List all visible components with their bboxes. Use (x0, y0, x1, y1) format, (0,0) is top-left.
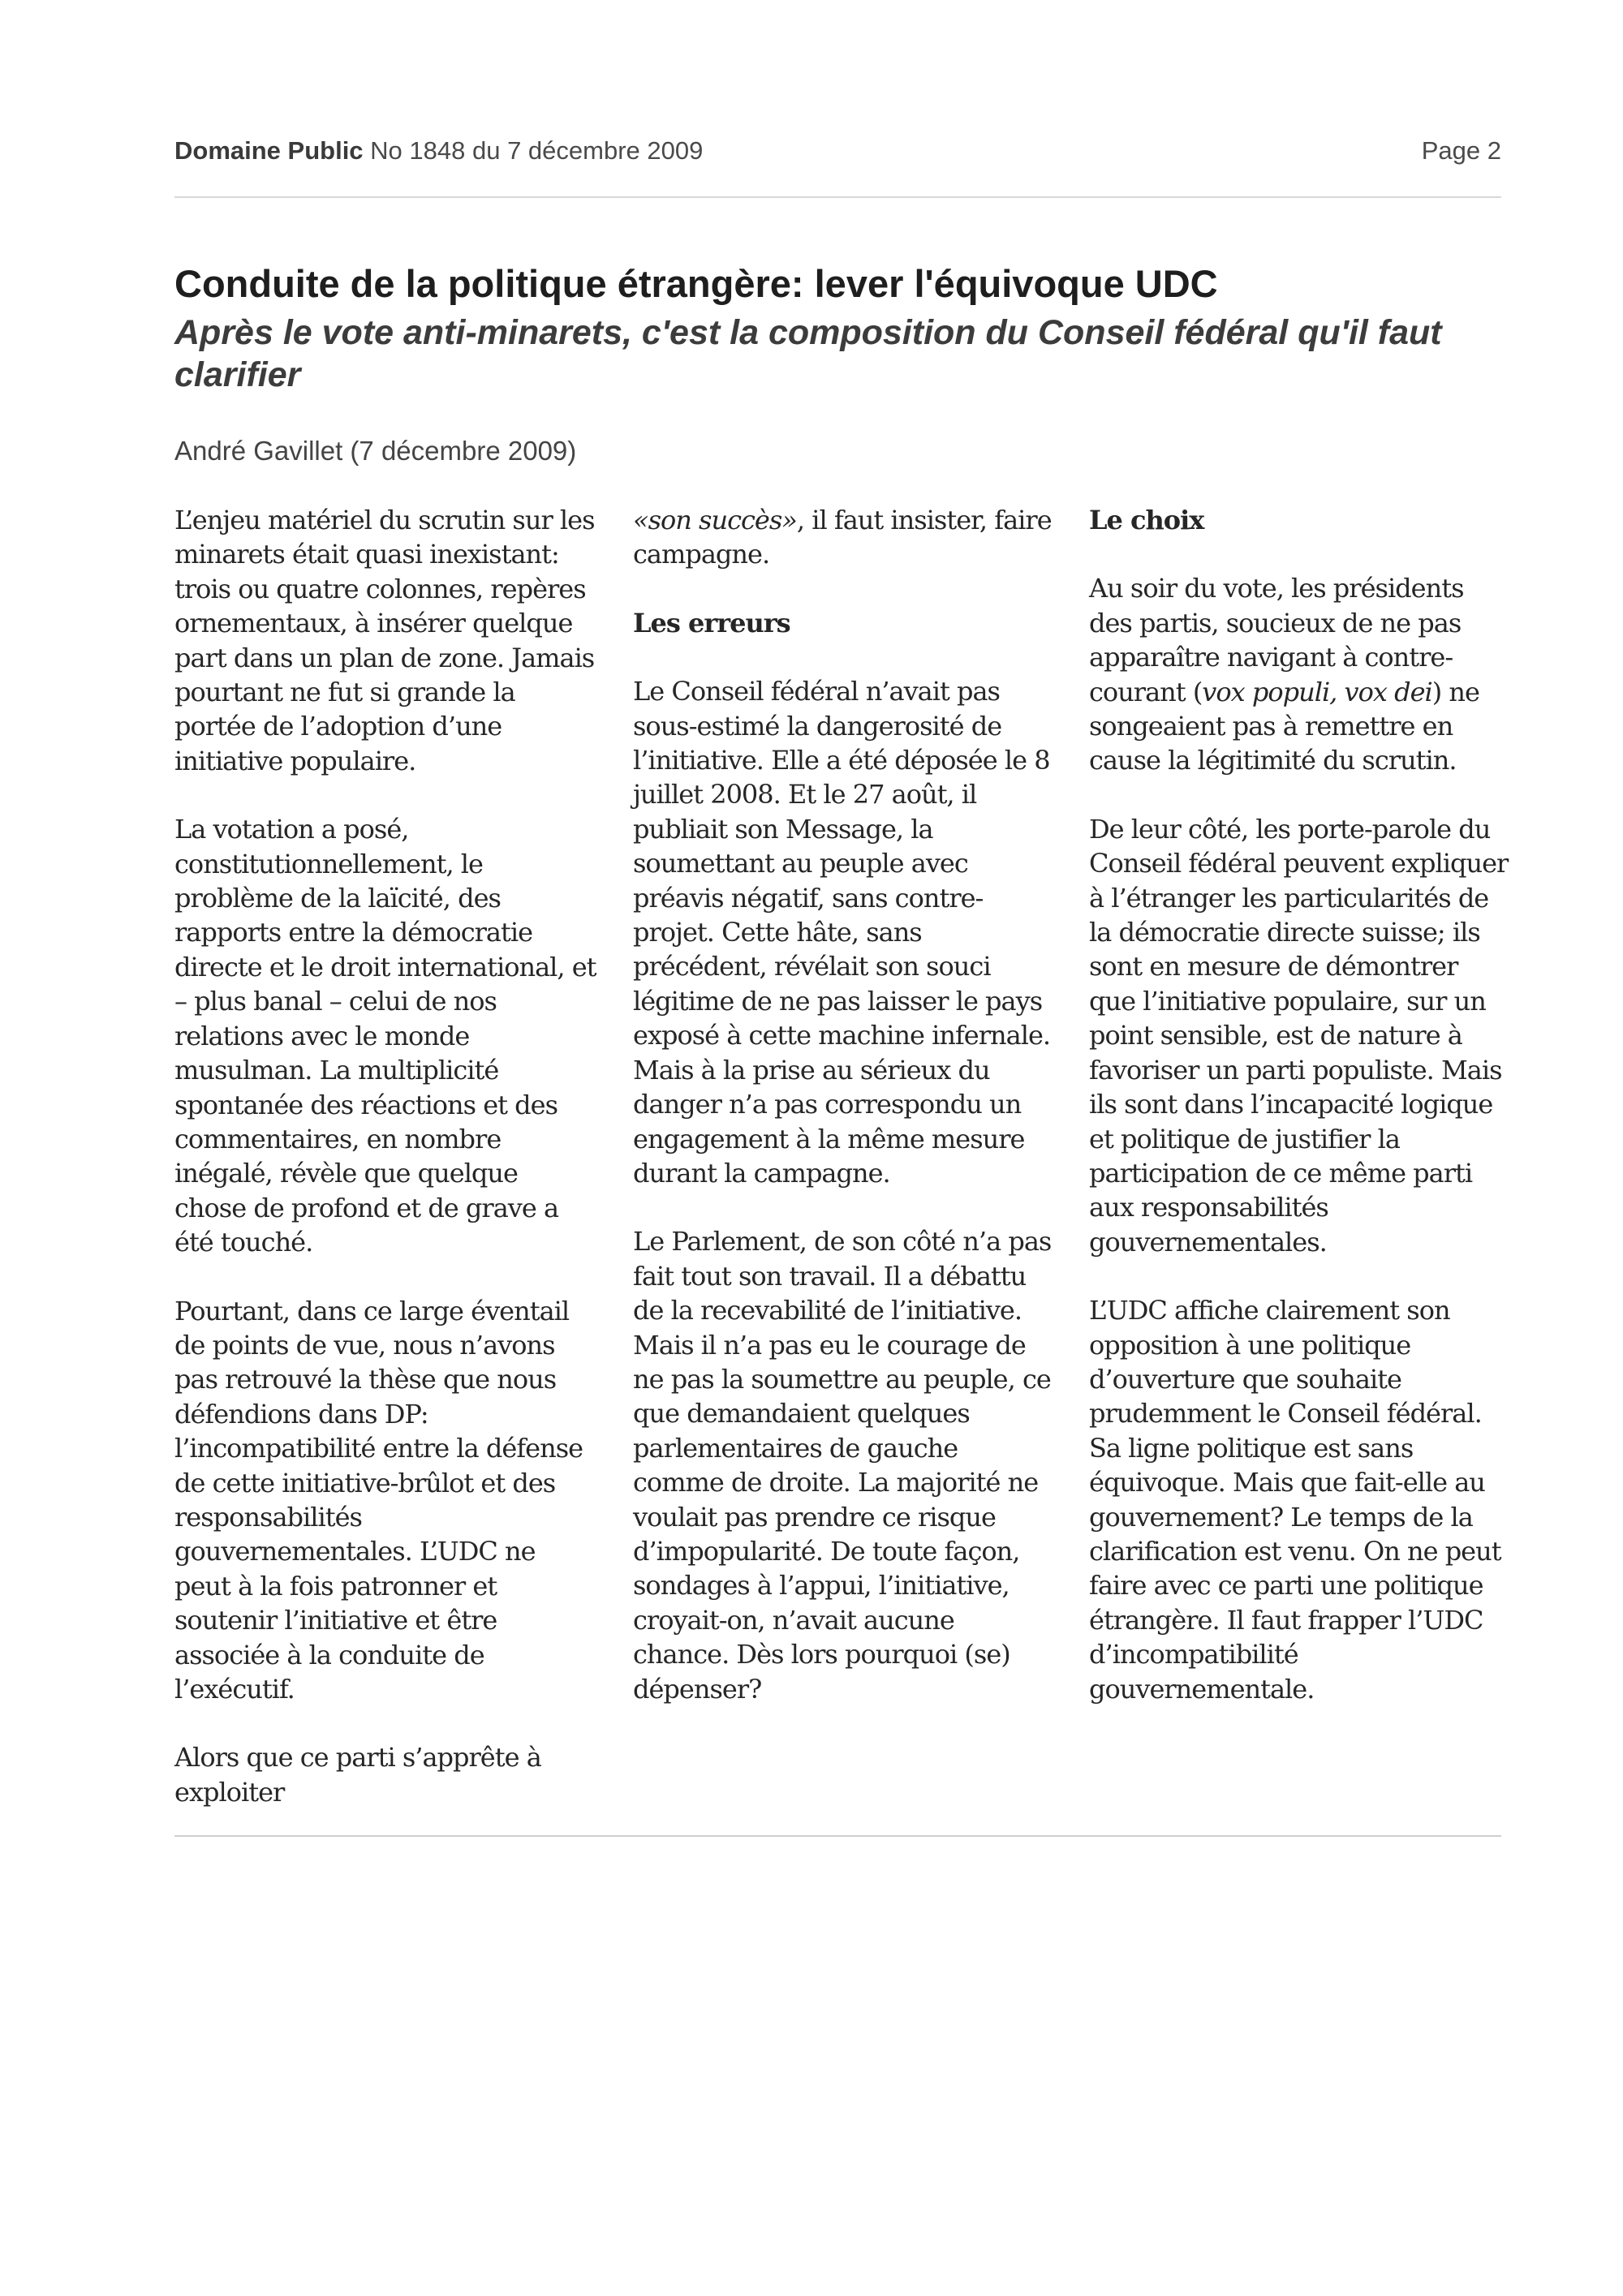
paragraph (1089, 571, 1511, 777)
article-author: André Gavillet (7 décembre 2009) (174, 436, 577, 466)
paragraph-start: Au soir du vote, les présidents des partis, soucieux de ne pas apparaître navigant à contre-courant ( (1089, 573, 1464, 707)
paragraph-end: , il faut insister, faire campagne. (633, 505, 1052, 570)
header-divider (174, 196, 1501, 198)
paragraph: L’enjeu matériel du scrutin sur les minarets était quasi inexistant: trois ou quatre colonnes, repères ornementaux, à insérer quelque part dans un plan de zone. Jamais pourtant ne fut si grande la portée de l’adoption d’une initiative populaire. (174, 505, 595, 776)
paragraph-end: ) ne songeaient pas à remettre en cause la légitimité du scrutin. (1089, 676, 1479, 776)
footer-divider (174, 1835, 1501, 1837)
quoted-success: «son succès» (633, 505, 797, 535)
paragraph: Pourtant, dans ce large éventail de points de vue, nous n’avons pas retrouvé la thèse que nous défendions dans DP: l’incompatibilité entre la défense de cette initiative-brûlot et des responsabilités gouvernementales. L’UDC ne peut à la fois patronner et soutenir l’initiative et être associée à la conduite de l’exécutif. (174, 1295, 583, 1705)
paragraph: De leur côté, les porte-parole du Conseil fédéral peuvent expliquer à l’étranger les particularités de la démocratie directe suisse; ils sont en mesure de démontrer que l’initiative populaire, sur un point sensible, est de nature à favoriser un parti populiste. Mais ils sont dans l’incapacité logique et politique de justifier la participation de ce même parti aux responsabilités gouvernementales. (1089, 813, 1509, 1258)
article-title: Conduite de la politique étrangère: lever l'équivoque UDC (174, 262, 1218, 305)
paragraph: La votation a posé, constitutionnellement, le problème de la laïcité, des rapports entre la démocratie directe et le droit international, et – plus banal – celui de nos relations avec le monde musulman. La multiplicité spontanée des réactions et des commentaires, en nombre inégalé, révèle que quelque chose de profond et de grave a été touché. (174, 814, 596, 1258)
article-subtitle: Après le vote anti-minarets, c'est la composition du Conseil fédéral qu'il faut clarifier (174, 313, 1442, 394)
section-heading-erreurs: Les erreurs (633, 607, 790, 638)
publication-name: Domaine Public (174, 136, 364, 165)
paragraph: Le Parlement, de son côté n’a pas fait tout son travail. Il a débattu de la recevabilité de l’initiative. Mais il n’a pas eu le courage de ne pas la soumettre au peuple, ce que demandaient quelques parlementaires de gauche comme de droite. La majorité ne voulait pas prendre ce risque d’impopularité. De toute façon, sondages à l’appui, l’initiative, croyait-on, n’avait aucune chance. Dès lors pourquoi (se) dépenser? (633, 1226, 1052, 1705)
latin-phrase: vox populi, vox dei (1202, 676, 1432, 707)
paragraph: Le Conseil fédéral n’avait pas sous-estimé la dangerosité de l’initiative. Elle a été déposée le 8 juillet 2008. Et le 27 août, il publiait son Message, la soumettant au peuple avec préavis négatif, sans contre-projet. Cette hâte, sans précédent, révélait son souci légitime de ne pas laisser le pays exposé à cette machine infernale. Mais à la prise au sérieux du danger n’a pas correspondu un engagement à la même mesure durant la campagne. (633, 676, 1051, 1189)
page-header (174, 136, 1501, 170)
paragraph-continued: Alors que ce parti s’apprête à exploiter (174, 1742, 541, 1808)
paragraph-continuation (633, 503, 1055, 572)
column-3 (1089, 503, 1511, 1740)
page-number: Page 2 (1421, 136, 1501, 165)
column-2 (633, 503, 1055, 1740)
issue-info: No 1848 du 7 décembre 2009 (370, 136, 704, 165)
column-1 (174, 503, 596, 1809)
section-heading-choix: Le choix (1089, 505, 1204, 535)
paragraph: L’UDC affiche clairement son opposition à une politique d’ouverture que souhaite prudemment le Conseil fédéral. Sa ligne politique est sans équivoque. Mais que fait-elle au gouvernement? Le temps de la clarification est venu. On ne peut faire avec ce parti une politique étrangère. Il faut frapper l’UDC d’incompatibilité gouvernementale. (1089, 1295, 1501, 1705)
